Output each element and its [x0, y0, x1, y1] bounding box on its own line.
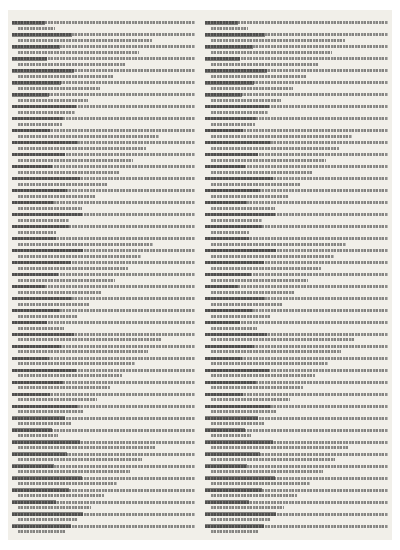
register-entry [12, 415, 195, 426]
register-entry [205, 188, 388, 199]
register-entry-text [205, 140, 388, 151]
register-entry [12, 272, 195, 283]
register-entry-text [205, 451, 388, 462]
register-entry-text [205, 260, 388, 271]
register-entry [205, 511, 388, 522]
register-entry-text [12, 272, 195, 283]
register-entry [205, 92, 388, 103]
register-entry [205, 44, 388, 55]
register-entry [12, 463, 195, 474]
register-entry-text [12, 248, 195, 259]
register-entry [12, 296, 195, 307]
register-entry-text [12, 392, 195, 403]
register-entry [205, 380, 388, 391]
left-column [12, 20, 195, 536]
register-entry-text [12, 164, 195, 175]
register-entry-text [12, 284, 195, 295]
register-entry [12, 260, 195, 271]
register-entry-text [205, 308, 388, 319]
register-entry [205, 128, 388, 139]
register-entry-text [205, 499, 388, 510]
register-entry-text [12, 68, 195, 79]
register-entry-text [12, 152, 195, 163]
register-entry-text [12, 308, 195, 319]
register-entry-text [12, 404, 195, 415]
register-entry [12, 332, 195, 343]
register-entry [12, 248, 195, 259]
register-entry [12, 284, 195, 295]
register-entry [12, 56, 195, 67]
register-entry [205, 32, 388, 43]
register-entry-text [205, 44, 388, 55]
register-entry-text [205, 296, 388, 307]
register-entry [12, 380, 195, 391]
register-entry-text [12, 344, 195, 355]
register-entry [12, 152, 195, 163]
register-entry [205, 332, 388, 343]
register-entry-text [205, 439, 388, 450]
register-entry-text [12, 44, 195, 55]
register-entry-text [205, 128, 388, 139]
register-entry-text [205, 56, 388, 67]
register-entry-text [205, 332, 388, 343]
register-entry-text [12, 56, 195, 67]
register-entry-text [12, 296, 195, 307]
register-entry-text [205, 272, 388, 283]
register-entry [205, 392, 388, 403]
register-entry-text [12, 20, 195, 31]
register-entry-text [205, 200, 388, 211]
register-entry-text [205, 248, 388, 259]
register-entry-text [205, 404, 388, 415]
register-entry [205, 176, 388, 187]
register-entry [205, 116, 388, 127]
register-entry [205, 415, 388, 426]
register-entry [12, 188, 195, 199]
scanned-page [8, 10, 392, 540]
register-entry-text [12, 32, 195, 43]
register-entry [205, 248, 388, 259]
register-entry-text [205, 212, 388, 223]
register-entry-text [12, 415, 195, 426]
register-entry [12, 92, 195, 103]
register-entry [205, 487, 388, 498]
register-entry-text [12, 104, 195, 115]
register-entry [205, 308, 388, 319]
register-entry [205, 80, 388, 91]
register-entry-text [12, 439, 195, 450]
register-entry-text [12, 80, 195, 91]
register-entry-text [12, 487, 195, 498]
register-entry-text [12, 356, 195, 367]
register-entry [12, 523, 195, 534]
register-entry-text [205, 236, 388, 247]
register-entry-text [205, 284, 388, 295]
register-entry [205, 356, 388, 367]
register-entry [12, 308, 195, 319]
register-entry [12, 475, 195, 486]
register-entry [205, 56, 388, 67]
register-entry-text [205, 392, 388, 403]
register-entry [12, 68, 195, 79]
register-entry [205, 20, 388, 31]
register-entry [12, 451, 195, 462]
register-entry [12, 427, 195, 438]
register-entry [12, 32, 195, 43]
register-entry-text [12, 200, 195, 211]
register-entry [12, 164, 195, 175]
register-entry [12, 20, 195, 31]
register-entry [12, 140, 195, 151]
register-entry [12, 116, 195, 127]
register-entry [12, 128, 195, 139]
register-entry [205, 68, 388, 79]
register-entry [205, 320, 388, 331]
register-entry [205, 212, 388, 223]
register-entry-text [12, 212, 195, 223]
register-entry-text [205, 68, 388, 79]
register-entry-text [205, 427, 388, 438]
register-entry-text [205, 344, 388, 355]
register-entry [205, 451, 388, 462]
register-entry [12, 368, 195, 379]
register-entry [12, 176, 195, 187]
register-entry-text [12, 332, 195, 343]
register-entry-text [12, 236, 195, 247]
register-entry [12, 212, 195, 223]
register-entry-text [12, 511, 195, 522]
register-entry [205, 152, 388, 163]
register-entry [205, 475, 388, 486]
register-entry [205, 463, 388, 474]
register-entry-text [205, 32, 388, 43]
register-entry [205, 236, 388, 247]
register-entry-text [12, 463, 195, 474]
register-entry-text [12, 140, 195, 151]
register-entry-text [205, 80, 388, 91]
register-entry [12, 224, 195, 235]
register-entry [12, 320, 195, 331]
register-entry-text [12, 92, 195, 103]
register-entry-text [12, 499, 195, 510]
register-entry [12, 344, 195, 355]
register-entry [12, 236, 195, 247]
register-entry-text [205, 104, 388, 115]
register-entry [12, 44, 195, 55]
register-entry-text [205, 487, 388, 498]
register-entry [205, 439, 388, 450]
register-entry-text [205, 475, 388, 486]
register-entry-text [12, 427, 195, 438]
register-entry-text [205, 92, 388, 103]
register-entry-text [12, 128, 195, 139]
register-entry-text [205, 511, 388, 522]
register-entry-text [205, 20, 388, 31]
register-entry-text [12, 523, 195, 534]
register-entry-text [205, 368, 388, 379]
register-entry [12, 499, 195, 510]
register-entry [205, 272, 388, 283]
register-entry [12, 356, 195, 367]
register-entry-text [205, 176, 388, 187]
register-entry-text [12, 320, 195, 331]
register-entry [205, 164, 388, 175]
register-entry-text [205, 164, 388, 175]
register-entry-text [205, 116, 388, 127]
register-entry-text [12, 475, 195, 486]
register-entry-text [205, 356, 388, 367]
register-entry-text [12, 176, 195, 187]
register-entry [205, 368, 388, 379]
register-entry [12, 80, 195, 91]
register-entry [12, 439, 195, 450]
register-entry [12, 511, 195, 522]
register-entry [12, 487, 195, 498]
register-entry-text [12, 368, 195, 379]
register-entry [205, 140, 388, 151]
register-entry-text [12, 224, 195, 235]
register-entry [12, 200, 195, 211]
register-entry-text [12, 188, 195, 199]
register-entry [205, 499, 388, 510]
right-column [205, 20, 388, 536]
register-entry [205, 224, 388, 235]
register-entry-text [205, 152, 388, 163]
register-entry [205, 427, 388, 438]
register-entry-text [12, 380, 195, 391]
register-entry-text [12, 451, 195, 462]
register-entry [205, 200, 388, 211]
register-entry-text [12, 260, 195, 271]
register-entry [205, 344, 388, 355]
register-entry [12, 104, 195, 115]
register-entry [12, 392, 195, 403]
register-entry [205, 523, 388, 534]
register-entry [205, 260, 388, 271]
register-entry-text [205, 224, 388, 235]
register-entry-text [205, 415, 388, 426]
register-entry-text [205, 380, 388, 391]
register-entry-text [205, 463, 388, 474]
register-entry [205, 104, 388, 115]
register-entry-text [205, 188, 388, 199]
register-entry-text [205, 320, 388, 331]
register-entry [12, 404, 195, 415]
register-entry-text [205, 523, 388, 534]
register-entry [205, 284, 388, 295]
register-entry [205, 404, 388, 415]
register-entry [205, 296, 388, 307]
register-entry-text [12, 116, 195, 127]
